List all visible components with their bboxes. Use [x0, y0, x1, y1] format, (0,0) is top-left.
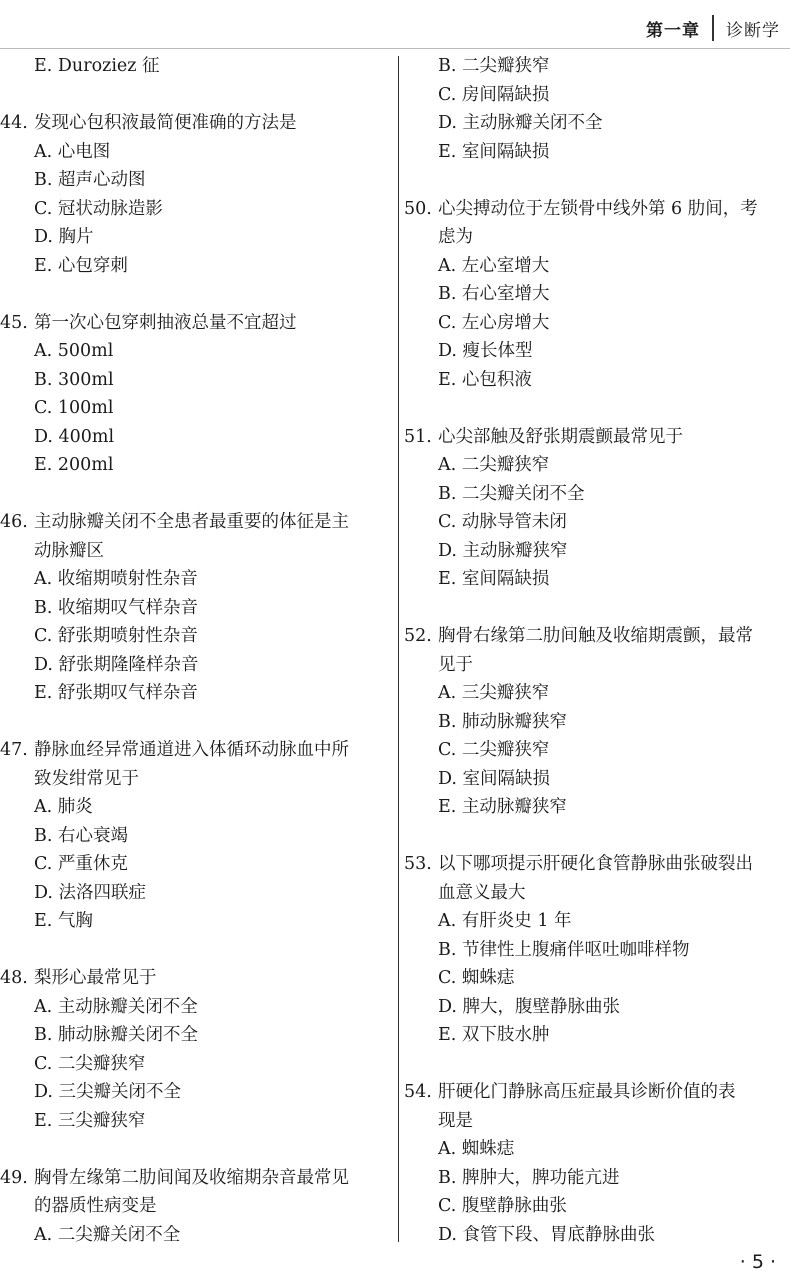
answer-option: A. 肺炎	[34, 797, 93, 817]
answer-option: C. 舒张期喷射性杂音	[34, 626, 198, 646]
question-stem	[404, 1078, 790, 1107]
answer-option: E. 心包积液	[438, 369, 532, 390]
question-text: 以下哪项提示肝硬化食管静脉曲张破裂出	[438, 854, 753, 874]
question-spacer	[404, 1050, 790, 1079]
page-number: · 5 ·	[739, 1251, 776, 1273]
question-stem-continued: 动脉瓣区	[34, 540, 104, 561]
answer-option: E. 主动脉瓣狭窄	[438, 797, 567, 817]
answer-option: E. 舒张期叹气样杂音	[34, 683, 198, 703]
answer-option: A. 左心室增大	[438, 255, 550, 276]
question-stem-continued: 血意义最大	[438, 882, 526, 903]
question-number: 50.	[404, 198, 432, 219]
question-spacer	[0, 280, 392, 309]
header-separator	[712, 15, 714, 41]
question-stem-continued: 虑为	[438, 227, 473, 247]
answer-option: D. 胸片	[34, 227, 94, 247]
header-rule	[0, 48, 790, 49]
answer-option: A. 500ml	[34, 341, 114, 361]
answer-option: B. 二尖瓣关闭不全	[438, 483, 585, 504]
question-spacer	[404, 166, 790, 195]
answer-option: B. 收缩期叹气样杂音	[34, 597, 198, 618]
question-spacer	[404, 394, 790, 423]
answer-option: B. 脾肿大，脾功能亢进	[438, 1167, 620, 1188]
question-text: 心尖搏动位于左锁骨中线外第 6 肋间，考	[438, 198, 758, 219]
answer-option: B. 超声心动图	[34, 170, 146, 190]
answer-option: B. 300ml	[34, 369, 114, 390]
question-stem	[404, 195, 790, 224]
answer-option: D. 法洛四联症	[34, 882, 147, 903]
answer-option: E. 室间隔缺损	[438, 569, 550, 589]
answer-option: C. 二尖瓣狭窄	[34, 1053, 146, 1074]
question-stem	[404, 423, 790, 452]
answer-option: E. 200ml	[34, 455, 114, 475]
answer-option: A. 收缩期喷射性杂音	[34, 569, 198, 589]
question-spacer	[0, 1135, 392, 1164]
answer-option: B. 节律性上腹痛伴呕吐咖啡样物	[438, 939, 690, 960]
question-stem-continued: 现是	[438, 1110, 473, 1131]
subject-title: 诊断学	[726, 20, 780, 41]
question-number: 47.	[0, 740, 28, 760]
question-stem	[404, 622, 790, 651]
answer-option: D. 三尖瓣关闭不全	[34, 1082, 182, 1102]
right-column	[404, 52, 790, 1249]
question-spacer	[404, 594, 790, 623]
question-spacer	[0, 480, 392, 509]
answer-option: A. 心电图	[34, 141, 111, 162]
question-stem	[0, 1164, 392, 1193]
question-text: 梨形心最常见于	[34, 968, 157, 988]
question-number: 44.	[0, 113, 28, 133]
answer-option: E. 三尖瓣狭窄	[34, 1110, 146, 1131]
question-stem	[404, 850, 790, 879]
answer-option: B. 右心室增大	[438, 284, 550, 304]
answer-option: D. 舒张期隆隆样杂音	[34, 654, 199, 675]
question-stem-continued: 的器质性病变是	[34, 1196, 157, 1216]
answer-option: C. 严重休克	[34, 854, 128, 874]
answer-option: E. 室间隔缺损	[438, 141, 550, 162]
question-spacer	[404, 822, 790, 851]
question-number: 48.	[0, 968, 28, 988]
answer-option: D. 主动脉瓣狭窄	[438, 540, 568, 561]
answer-option: A. 主动脉瓣关闭不全	[34, 996, 198, 1017]
answer-option: A. 蜘蛛痣	[438, 1139, 515, 1159]
question-number: 54.	[404, 1082, 432, 1102]
answer-option: C. 房间隔缺损	[438, 84, 550, 105]
question-stem	[0, 736, 392, 765]
answer-option: B. 右心衰竭	[34, 825, 128, 846]
question-number: 53.	[404, 854, 432, 874]
question-spacer	[0, 708, 392, 737]
answer-option: D. 400ml	[34, 426, 115, 447]
question-text: 静脉血经异常通道进入体循环动脉血中所	[34, 740, 349, 760]
answer-option: D. 室间隔缺损	[438, 768, 551, 789]
answer-option: E. 双下肢水肿	[438, 1025, 550, 1045]
question-stem-continued: 致发绀常见于	[34, 768, 139, 789]
question-stem-continued: 见于	[438, 654, 473, 675]
answer-option: A. 三尖瓣狭窄	[438, 683, 550, 703]
answer-option: A. 有肝炎史 1 年	[438, 911, 572, 931]
answer-option: B. 肺动脉瓣狭窄	[438, 711, 567, 732]
running-header	[646, 12, 780, 44]
question-number: 52.	[404, 626, 432, 646]
left-column	[0, 52, 392, 1249]
answer-option: D. 脾大，腹壁静脉曲张	[438, 996, 621, 1017]
answer-option: B. 二尖瓣狭窄	[438, 56, 550, 76]
question-number: 49.	[0, 1167, 28, 1188]
question-number: 51.	[404, 426, 432, 447]
question-spacer	[0, 936, 392, 965]
question-text: 心尖部触及舒张期震颤最常见于	[438, 426, 683, 447]
answer-option: E. Duroziez 征	[34, 56, 160, 76]
answer-option: C. 冠状动脉造影	[34, 198, 163, 219]
answer-option: D. 主动脉瓣关闭不全	[438, 113, 603, 133]
question-text: 胸骨左缘第二肋间闻及收缩期杂音最常见	[34, 1167, 349, 1188]
question-stem	[0, 508, 392, 537]
question-text: 第一次心包穿刺抽液总量不宜超过	[34, 312, 297, 333]
chapter-title: 第一章	[646, 20, 700, 41]
answer-option: C. 二尖瓣狭窄	[438, 740, 550, 760]
answer-option: C. 蜘蛛痣	[438, 968, 515, 988]
question-text: 主动脉瓣关闭不全患者最重要的体征是主	[34, 512, 349, 532]
answer-option: A. 二尖瓣关闭不全	[34, 1224, 181, 1245]
answer-option: C. 动脉导管未闭	[438, 512, 567, 532]
answer-option: C. 腹壁静脉曲张	[438, 1196, 567, 1216]
answer-option: A. 二尖瓣狭窄	[438, 455, 550, 475]
answer-option: B. 肺动脉瓣关闭不全	[34, 1025, 198, 1045]
answer-option: C. 100ml	[34, 398, 114, 418]
answer-option: E. 气胸	[34, 911, 93, 931]
question-text: 肝硬化门静脉高压症最具诊断价值的表	[438, 1082, 736, 1102]
question-stem	[0, 309, 392, 338]
question-spacer	[0, 81, 392, 110]
question-number: 45.	[0, 312, 28, 333]
question-stem	[0, 109, 392, 138]
answer-option: E. 心包穿刺	[34, 255, 128, 276]
question-text: 胸骨右缘第二肋间触及收缩期震颤，最常	[438, 626, 753, 646]
question-number: 46.	[0, 512, 28, 532]
answer-option: D. 瘦长体型	[438, 341, 533, 361]
answer-option: C. 左心房增大	[438, 312, 550, 333]
question-stem	[0, 964, 392, 993]
answer-option: D. 食管下段、胃底静脉曲张	[438, 1224, 656, 1245]
column-divider	[398, 56, 399, 1242]
question-text: 发现心包积液最简便准确的方法是	[34, 113, 297, 133]
